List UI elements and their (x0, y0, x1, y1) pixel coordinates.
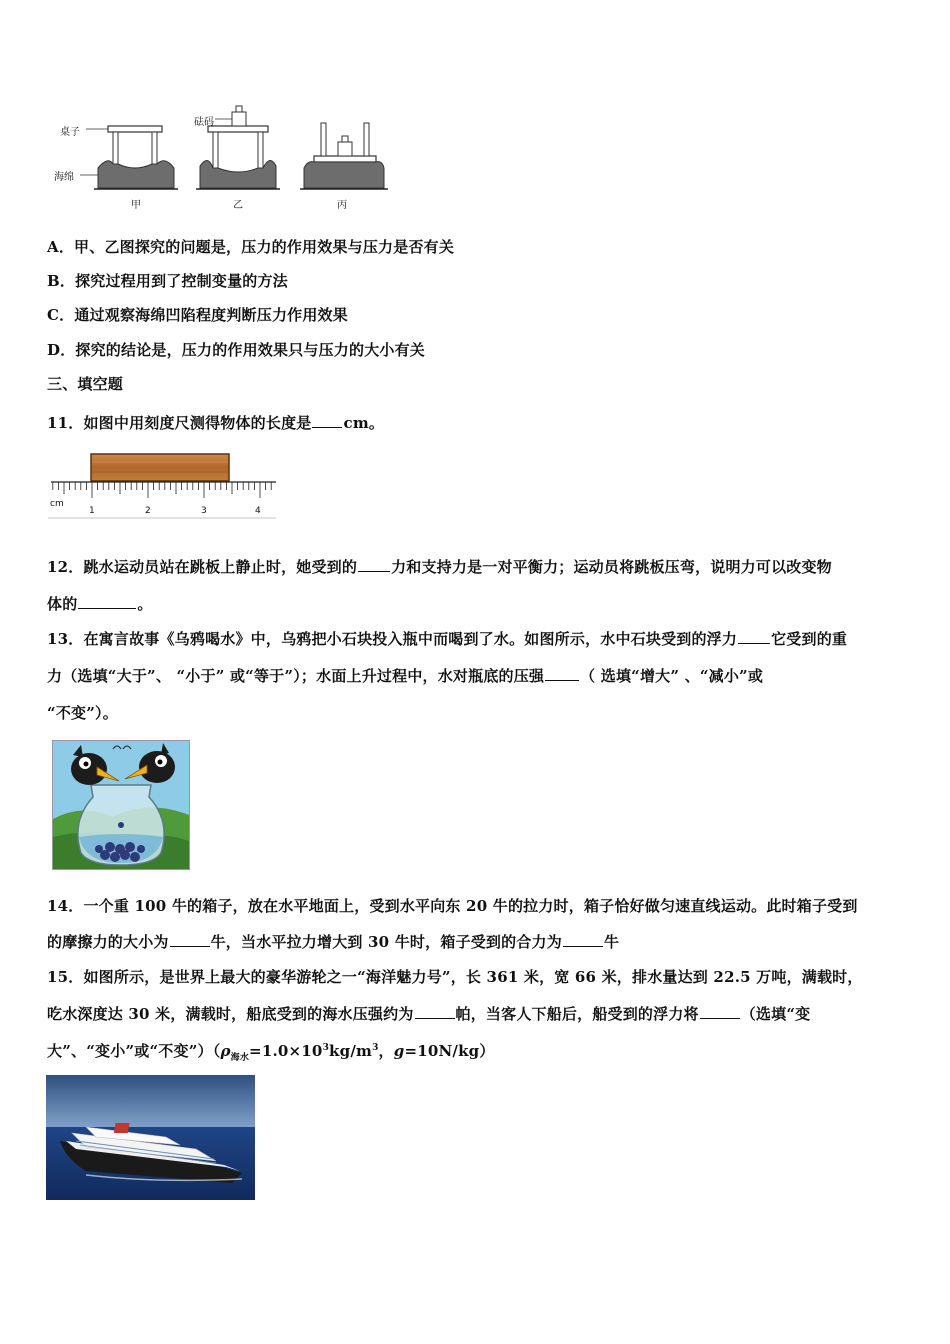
q15-text-3: （选填“变 (740, 1005, 811, 1023)
q13-text-2: 它受到的重 (771, 630, 848, 648)
ship-illustration (46, 1075, 255, 1200)
crow-illustration (53, 741, 189, 869)
q11-answer-blank[interactable] (312, 413, 342, 428)
question-14-line2 (47, 931, 619, 952)
question-12-line1 (47, 556, 832, 577)
q14-answer-blank-2[interactable] (563, 932, 603, 947)
question-15-line3 (47, 1040, 495, 1063)
ruler-figure (48, 450, 280, 528)
q13-answer-blank-2[interactable] (545, 666, 579, 681)
q13-text-1: 13．在寓言故事《乌鸦喝水》中，乌鸦把小石块投入瓶中而喝到了水。如图所示，水中石块受到的浮力 (47, 630, 738, 648)
q12-answer-blank-2[interactable] (78, 594, 136, 609)
q15-text-8: =10N/kg） (404, 1042, 495, 1060)
q14-text-1: 的摩擦力的大小为 (47, 933, 169, 951)
ruler-drawing (48, 450, 280, 528)
question-12-line2 (47, 593, 153, 614)
ruler-tick-label-3: 3 (201, 506, 207, 516)
g-symbol: g (393, 1042, 405, 1060)
question-13-line1 (47, 628, 847, 649)
cruise-ship-image (46, 1075, 255, 1200)
q11-text-after: cm。 (343, 414, 385, 432)
ruler-ticks (53, 482, 271, 498)
q12-text-4: 。 (137, 595, 153, 613)
ruler-tick-label-1: 1 (89, 506, 95, 516)
option-b: B．探究过程用到了控制变量的方法 (47, 272, 288, 290)
question-14-line1: 14．一个重 100 牛的箱子，放在水平地面上，受到水平向东 20 牛的拉力时，箱子恰好做匀速直线运动。此时箱子受到 (47, 897, 858, 915)
question-15-line2 (47, 1003, 810, 1024)
q15-answer-blank-2[interactable] (700, 1004, 740, 1019)
q15-answer-blank-1[interactable] (415, 1004, 455, 1019)
q12-text-3: 体的 (47, 595, 78, 613)
rho-symbol: ρ (220, 1042, 231, 1060)
q14-text-3: 牛 (603, 933, 620, 951)
q15-text-5: =1.0×10 (249, 1042, 323, 1060)
q14-text-2: 牛，当水平拉力增大到 30 牛时，箱子受到的合力为 (210, 933, 562, 951)
caption-yi: 乙 (233, 200, 243, 211)
option-c: C．通过观察海绵凹陷程度判断压力作用效果 (47, 306, 348, 324)
q13-text-3: 力（选填“大于”、 “小于” 或“等于”）；水面上升过程中，水对瓶底的压强 (47, 667, 545, 685)
option-a: A．甲、乙图探究的问题是，压力的作用效果与压力是否有关 (47, 238, 455, 256)
crow-drinking-water-image (52, 740, 190, 870)
q15-text-6: kg/m (329, 1042, 373, 1060)
q14-answer-blank-1[interactable] (170, 932, 210, 947)
section-title: 三、填空题 (47, 375, 124, 393)
pressure-experiment-figure (50, 98, 390, 218)
label-table: 桌子 (60, 127, 80, 138)
caption-bing: 丙 (337, 200, 347, 211)
label-weight: 砝码 (194, 117, 214, 128)
q12-text-1: 12．跳水运动员站在跳板上静止时，她受到的 (47, 558, 358, 576)
q12-answer-blank-1[interactable] (358, 557, 390, 572)
option-d: D．探究的结论是，压力的作用效果只与压力的大小有关 (47, 341, 426, 359)
q13-text-4: （ 选填“增大” 、“减小”或 (580, 667, 764, 685)
question-15-line1: 15．如图所示，是世界上最大的豪华游轮之一“海洋魅力号”，长 361 米，宽 66 米，排水量达到 22.5 万吨，满载时， (47, 968, 863, 986)
question-11 (47, 412, 384, 433)
ruler-tick-label-4: 4 (255, 506, 261, 516)
question-13-line2 (47, 665, 763, 686)
rho-subscript: 海水 (230, 1053, 250, 1063)
q15-text-7: ， (378, 1042, 394, 1060)
wooden-block (91, 454, 229, 481)
q11-text-before: 11．如图中用刻度尺测得物体的长度是 (47, 414, 312, 432)
ruler-tick-label-2: 2 (145, 506, 151, 516)
q15-text-2: 帕，当客人下船后，船受到的浮力将 (455, 1005, 699, 1023)
exponent-1: 3 (322, 1043, 330, 1053)
caption-jia: 甲 (131, 200, 141, 211)
q13-answer-blank-1[interactable] (738, 629, 770, 644)
exponent-2: 3 (372, 1043, 379, 1053)
q12-text-2: 力和支持力是一对平衡力；运动员将跳板压弯，说明力可以改变物 (391, 558, 832, 576)
q15-text-1: 吃水深度达 30 米，满载时，船底受到的海水压强约为 (47, 1005, 414, 1023)
q15-text-4: 大”、“变小”或“不变”）（ (47, 1042, 221, 1060)
question-13-line3: “不变”）。 (47, 704, 118, 722)
label-sponge: 海绵 (54, 172, 74, 183)
ruler-unit: cm (50, 499, 64, 509)
